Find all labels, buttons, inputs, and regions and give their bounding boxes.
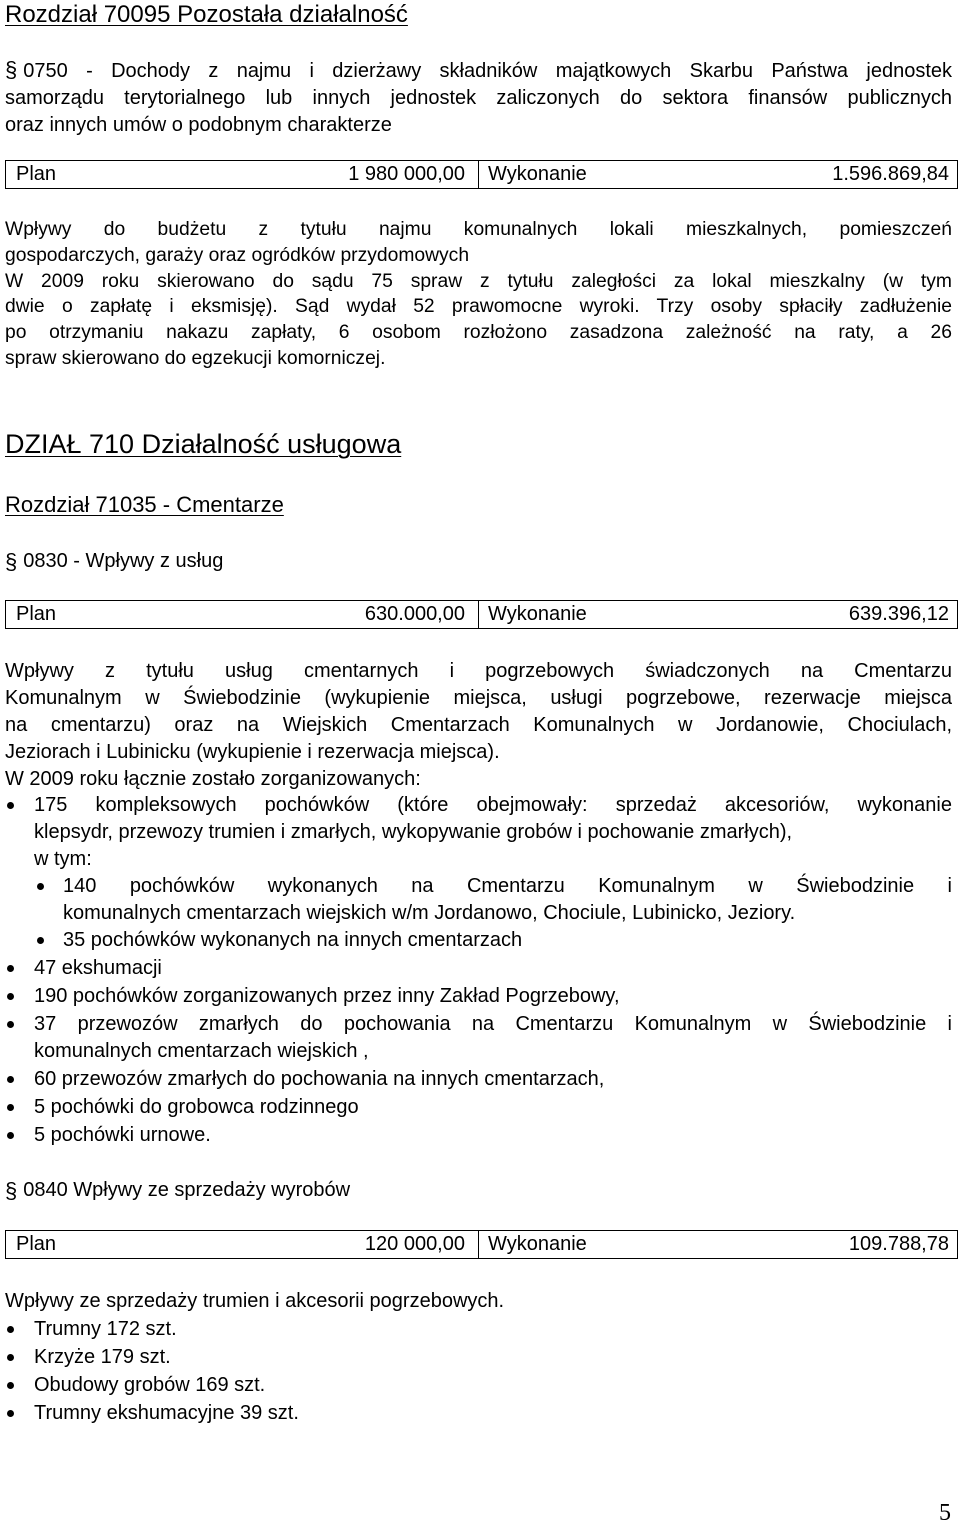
list-item: 5 pochówki do grobowca rodzinnego xyxy=(34,1094,952,1121)
title-line: § 0750 - Dochody z najmu i dzierżawy składników majątkowych Skarbu Państwa jednostek xyxy=(5,57,952,82)
desc-line: Wpływy z tytułu usług cmentarnych i pogrzebowych świadczonych na Cmentarzu xyxy=(5,660,952,682)
desc-line: Komunalnym w Świebodzinie (wykupienie miejsca, usługi pogrzebowe, rezerwacje miejsca xyxy=(5,687,952,709)
execution-label: Wykonanie xyxy=(488,1233,587,1255)
plan-row-0830 xyxy=(5,600,958,629)
paragraph-sign-icon: § xyxy=(5,549,18,574)
plan-value: 120 000,00 xyxy=(364,1233,465,1255)
plan-row-0750 xyxy=(5,160,958,189)
list-item xyxy=(34,1011,952,1065)
plan-label: Plan xyxy=(16,163,57,185)
desc-line: W 2009 roku łącznie zostało zorganizowanych: xyxy=(5,768,421,790)
list-item-nested xyxy=(63,873,952,927)
plan-value: 630.000,00 xyxy=(364,603,465,625)
paragraph-sign-icon: § xyxy=(5,1178,18,1203)
item-line: w tym: xyxy=(34,848,92,870)
execution-label: Wykonanie xyxy=(488,163,587,185)
plan-label: Plan xyxy=(16,1233,57,1255)
item-line: komunalnych cmentarzach wiejskich w/m Jordanowo, Chociule, Lubinicko, Jeziory. xyxy=(63,902,796,924)
item-line: klepsydr, przewozy trumien i zmarłych, wykopywanie grobów i pochowanie zmarłych), xyxy=(34,821,793,843)
execution-value: 109.788,78 xyxy=(848,1233,949,1255)
list-item: 5 pochówki urnowe. xyxy=(34,1122,952,1149)
paragraph-title-0840: § 0840 Wpływy ze sprzedaży wyrobów xyxy=(5,1178,351,1203)
list-item: Krzyże 179 szt. xyxy=(34,1344,952,1371)
section-heading-70095: Rozdział 70095 Pozostała działalność xyxy=(5,1,408,28)
plan-label: Plan xyxy=(16,603,57,625)
execution-value: 639.396,12 xyxy=(848,603,949,625)
desc-line: Wpływy do budżetu z tytułu najmu komunalnych lokali mieszkalnych, pomieszczeń xyxy=(5,219,952,240)
item-line: 175 kompleksowych pochówków (które obejmowały: sprzedaż akcesoriów, wykonanie xyxy=(34,794,952,816)
rozdzial-heading-71035: Rozdział 71035 - Cmentarze xyxy=(5,492,284,517)
desc-line: dwie o zapłatę i eksmisję). Sąd wydał 52 prawomocne wyroki. Trzy osoby spłaciły zadłużenie xyxy=(5,296,952,318)
execution-value: 1.596.869,84 xyxy=(832,163,949,185)
title-line: samorządu terytorialnego lub innych jednostek zaliczonych do sektora finansów publicznych xyxy=(5,87,952,109)
list-item xyxy=(34,792,952,873)
list-item-nested: 35 pochówków wykonanych na innych cmentarzach xyxy=(63,927,952,954)
desc-line: W 2009 roku skierowano do sądu 75 spraw z tytułu zaległości za lokal mieszkalny (w tym xyxy=(5,270,952,292)
desc-line: po otrzymaniu nakazu zapłaty, 6 osobom rozłożono zasadzona zależność na raty, a 26 xyxy=(5,322,952,344)
desc-line: Jeziorach i Lubinicku (wykupienie i rezerwacja miejsca). xyxy=(5,741,500,763)
paragraph-title-0830: § 0830 - Wpływy z usług xyxy=(5,549,224,574)
list-item: 60 przewozów zmarłych do pochowania na innych cmentarzach, xyxy=(34,1066,952,1093)
plan-row-0840 xyxy=(5,1230,958,1259)
dzial-heading-710: DZIAŁ 710 Działalność usługowa xyxy=(5,429,402,459)
paragraph-title-0750 xyxy=(5,56,952,139)
desc-line: spraw skierowano do egzekucji komorniczej. xyxy=(5,347,386,369)
page-number: 5 xyxy=(939,1500,951,1526)
list-item: 47 ekshumacji xyxy=(34,955,952,982)
item-line: komunalnych cmentarzach wiejskich , xyxy=(34,1040,369,1062)
plan-value: 1 980 000,00 xyxy=(348,163,465,185)
desc-line: na cmentarzu) oraz na Wiejskich Cmentarzach Komunalnych w Jordanowie, Chociulach, xyxy=(5,714,952,736)
item-line: 37 przewozów zmarłych do pochowania na Cmentarzu Komunalnym w Świebodzinie i xyxy=(34,1013,952,1035)
cell-divider xyxy=(478,1231,479,1258)
list-item: 190 pochówków zorganizowanych przez inny Zakład Pogrzebowy, xyxy=(34,983,952,1010)
paragraph-sign-icon: § xyxy=(5,57,18,82)
desc-line: gospodarczych, garaży oraz ogródków przydomowych xyxy=(5,244,470,266)
description-0830 xyxy=(5,658,952,793)
title-line: oraz innych umów o podobnym charakterze xyxy=(5,114,392,136)
list-item: Trumny ekshumacyjne 39 szt. xyxy=(34,1400,952,1427)
execution-label: Wykonanie xyxy=(488,603,587,625)
description-0840: Wpływy ze sprzedaży trumien i akcesorii pogrzebowych. xyxy=(5,1290,505,1312)
cell-divider xyxy=(478,161,479,188)
list-item: Trumny 172 szt. xyxy=(34,1316,952,1343)
list-item: Obudowy grobów 169 szt. xyxy=(34,1372,952,1399)
description-0750 xyxy=(5,217,952,372)
cell-divider xyxy=(478,601,479,628)
item-line: 140 pochówków wykonanych na Cmentarzu Komunalnym w Świebodzinie i xyxy=(63,875,952,897)
